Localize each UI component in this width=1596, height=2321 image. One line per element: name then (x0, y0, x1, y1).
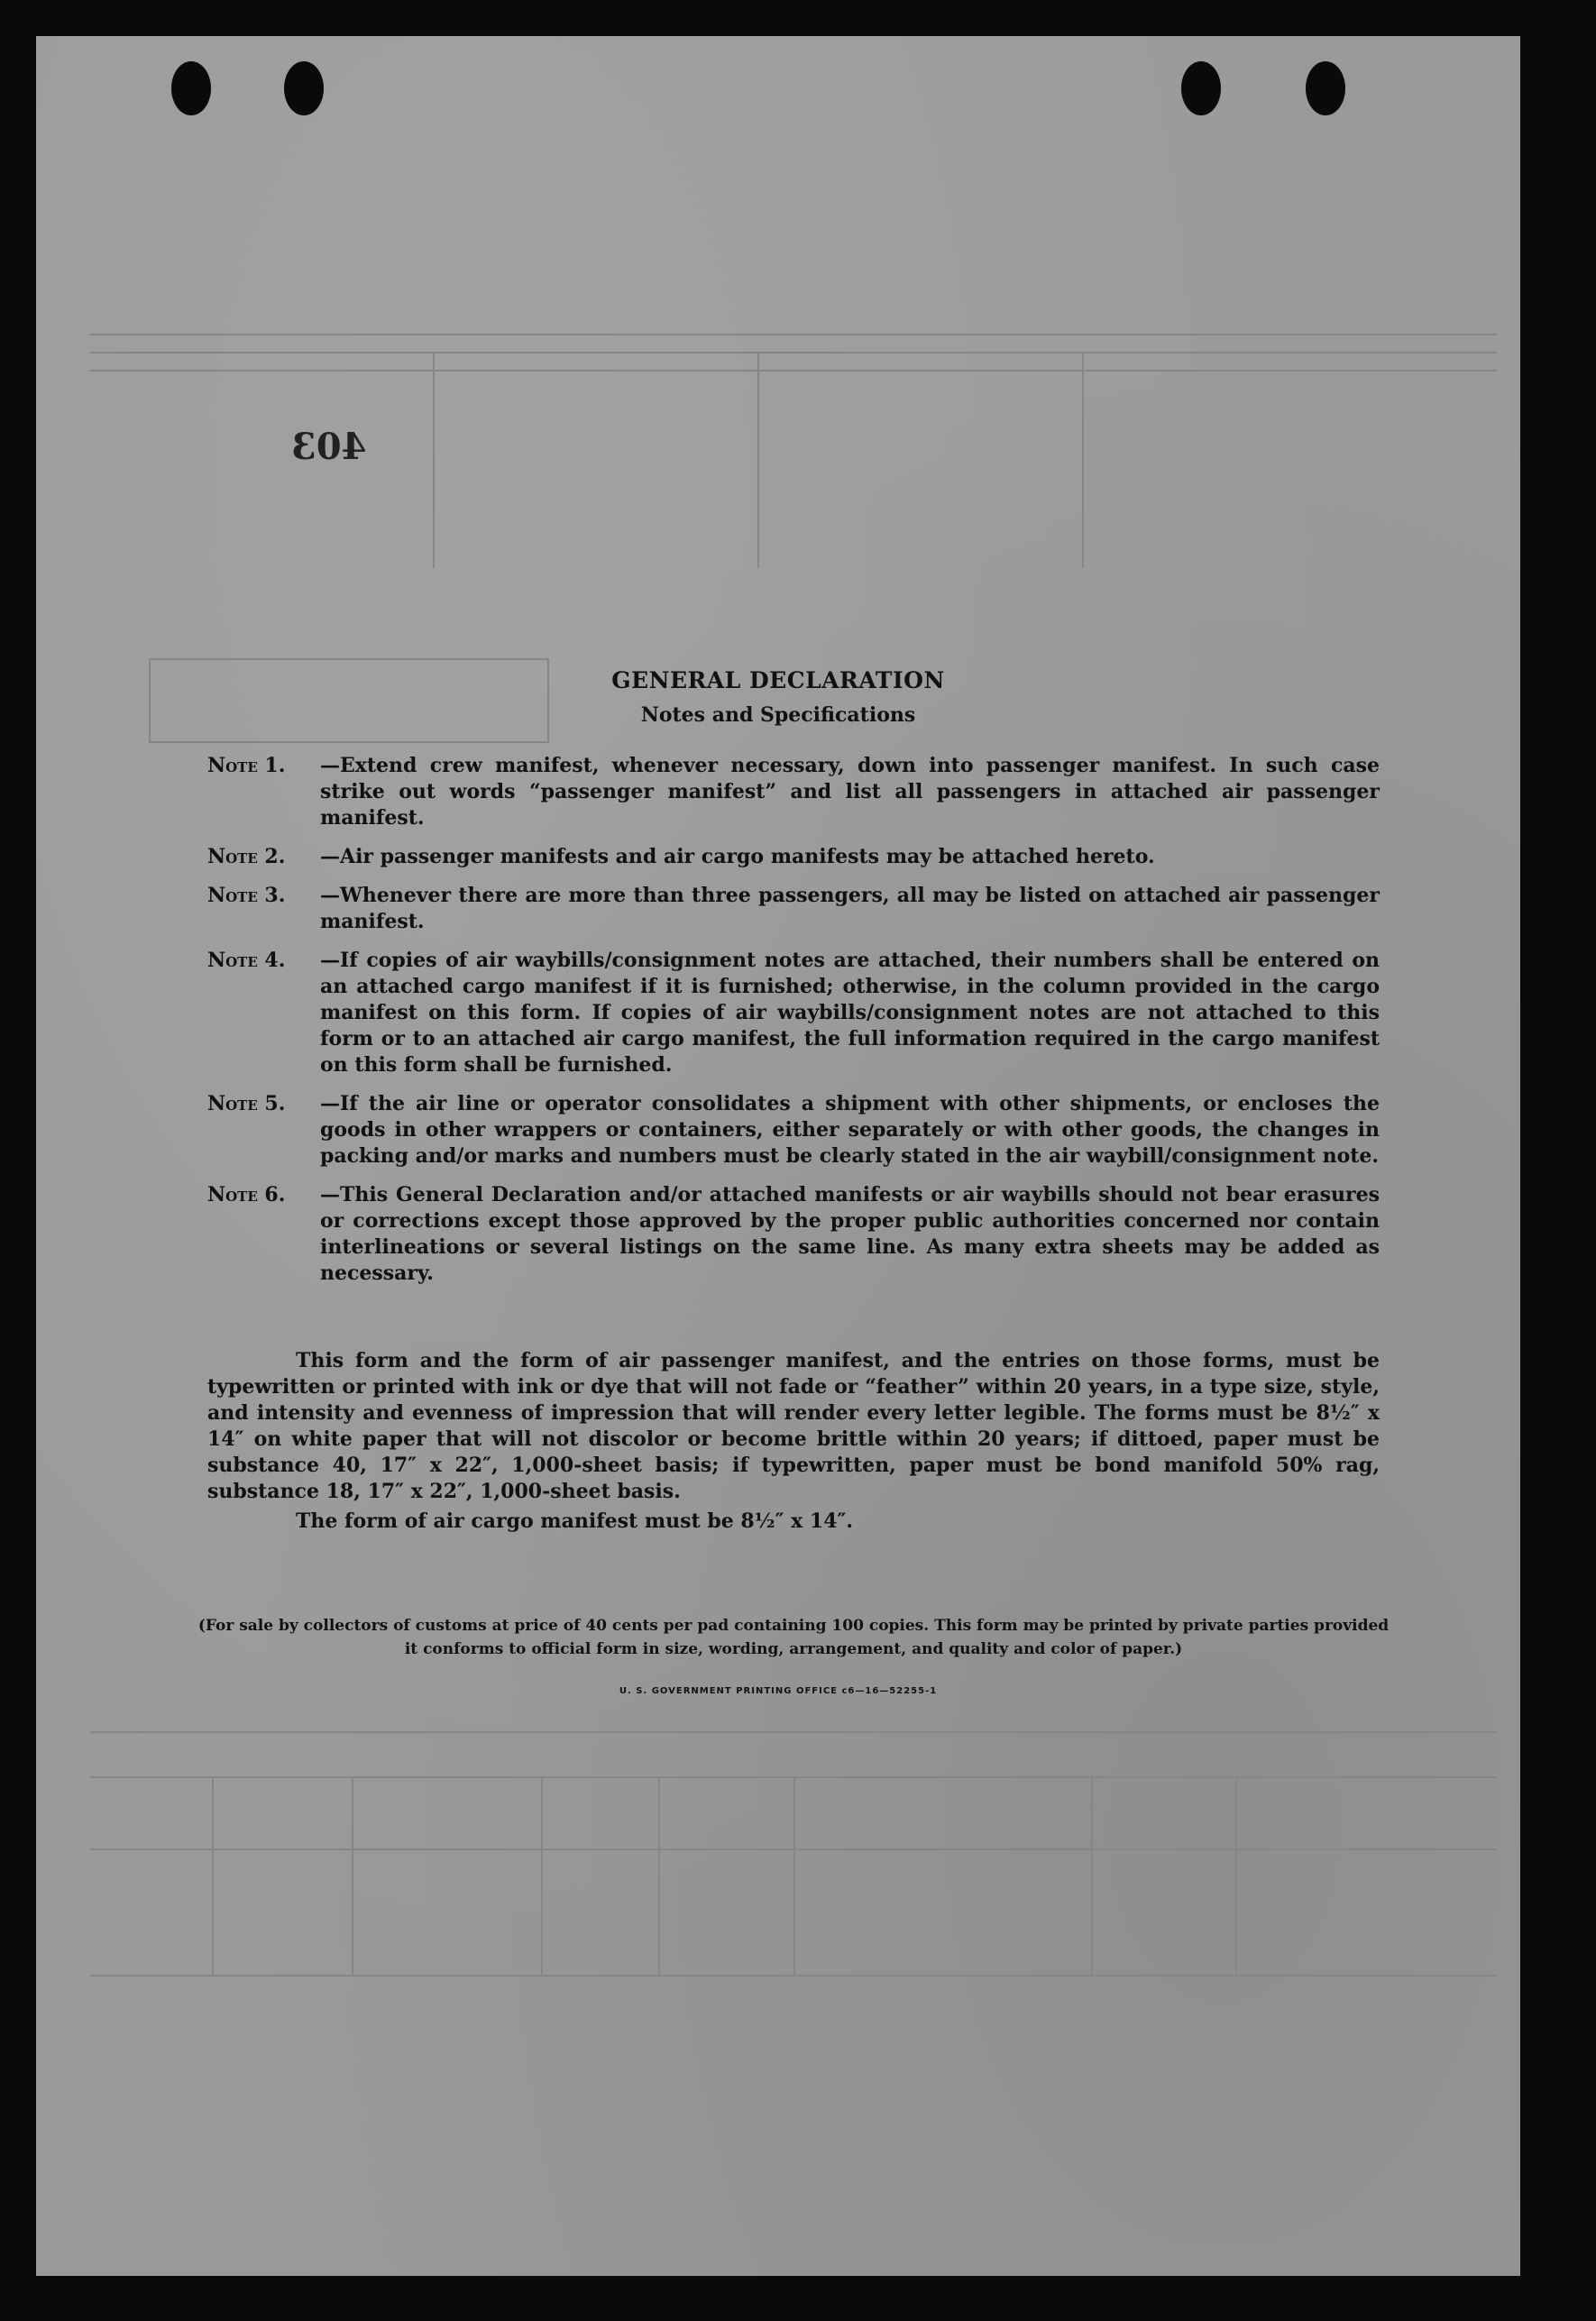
stamp-number: 403 (291, 426, 367, 468)
punch-hole (1181, 61, 1221, 115)
note-label: Note 1. (207, 754, 286, 777)
note-item (207, 1091, 1380, 1170)
document-page (36, 36, 1520, 2276)
bleed-through-line (658, 1776, 660, 1975)
note-text: —Extend crew manifest, whenever necessary, down into passenger manifest. In such case strike out words “passenger manifest” and list all passengers in attached air passenger manifest. (320, 754, 1380, 830)
note-label: Note 6. (207, 1183, 286, 1206)
bleed-through-line (1091, 1776, 1093, 1975)
form-specification-paragraph: This form and the form of air passenger manifest, and the entries on those forms, must be typewritten or printed with ink or dye that will not fade or “feather” within 20 years, in a type size, style, and intensity and evenness of impression that will render every letter legible. The forms must be 8½″ x 14″ on white paper that will not discolor or become brittle within 20 years; if dittoed, paper must be substance 40, 17″ x 22″, 1,000-sheet basis; if typewritten, paper must be bond manifold 50% rag, substance 18, 17″ x 22″, 1,000-sheet basis. (207, 1349, 1380, 1503)
bleed-through-line (1082, 352, 1084, 568)
bleed-through-line (541, 1776, 543, 1975)
notes-list (207, 753, 1380, 1299)
note-item (207, 753, 1380, 831)
sale-notice: (For sale by collectors of customs at price of 40 cents per pad containing 100 copies. This form may be printed by private parties provided it conforms to official form in size, wording, arrangement, and quality and color of paper.) (197, 1617, 1390, 1658)
bleed-through-line (352, 1776, 353, 1975)
note-text: —If the air line or operator consolidates a shipment with other shipments, or encloses the goods in other wrappers or containers, either separately or with other goods, the changes in packing and/or marks and numbers must be clearly stated in the air waybill/consignment note. (320, 1092, 1380, 1168)
bleed-through-line (90, 334, 1497, 335)
note-item (207, 844, 1380, 870)
note-label: Note 2. (207, 845, 286, 868)
printer-imprint: U. S. GOVERNMENT PRINTING OFFICE c6—16—52255-1 (619, 1686, 938, 1696)
note-label: Note 3. (207, 884, 286, 907)
note-label: Note 4. (207, 949, 286, 972)
note-label: Note 5. (207, 1092, 286, 1115)
bleed-through-line (90, 1975, 1497, 1977)
punch-hole (1306, 61, 1345, 115)
bleed-through-line (793, 1776, 795, 1975)
declaration-title: GENERAL DECLARATION (611, 667, 945, 693)
cargo-manifest-size-note: The form of air cargo manifest must be 8½″ x 14″. (296, 1509, 853, 1533)
bleed-through-line (212, 1776, 214, 1975)
bleed-through-line (90, 370, 1497, 372)
bleed-through-line (433, 352, 435, 568)
declaration-subtitle: Notes and Specifications (640, 703, 916, 727)
note-text: —This General Declaration and/or attached manifests or air waybills should not bear erasures or corrections except those approved by the proper public authorities concerned nor contain interlineations or several listings on the same line. As many extra sheets may be added as necessary. (320, 1183, 1380, 1285)
note-text: —Air passenger manifests and air cargo manifests may be attached hereto. (320, 845, 1155, 868)
bleed-through-line (90, 352, 1497, 353)
punch-hole (171, 61, 211, 115)
note-item (207, 883, 1380, 935)
bleed-through-line (1235, 1776, 1237, 1975)
note-text: —If copies of air waybills/consignment notes are attached, their numbers shall be entered on an attached cargo manifest if it is furnished; otherwise, in the column provided in the cargo manifest on this form. If copies of air waybills/consignment notes are not attached to this form or to an attached air cargo manifest, the full information required in the cargo manifest on this form shall be furnished. (320, 949, 1380, 1077)
note-item (207, 948, 1380, 1078)
note-item (207, 1182, 1380, 1287)
bleed-through-line (90, 1731, 1497, 1733)
bleed-through-line (757, 352, 759, 568)
note-text: —Whenever there are more than three passengers, all may be listed on attached air passenger manifest. (320, 884, 1380, 933)
punch-hole (284, 61, 324, 115)
